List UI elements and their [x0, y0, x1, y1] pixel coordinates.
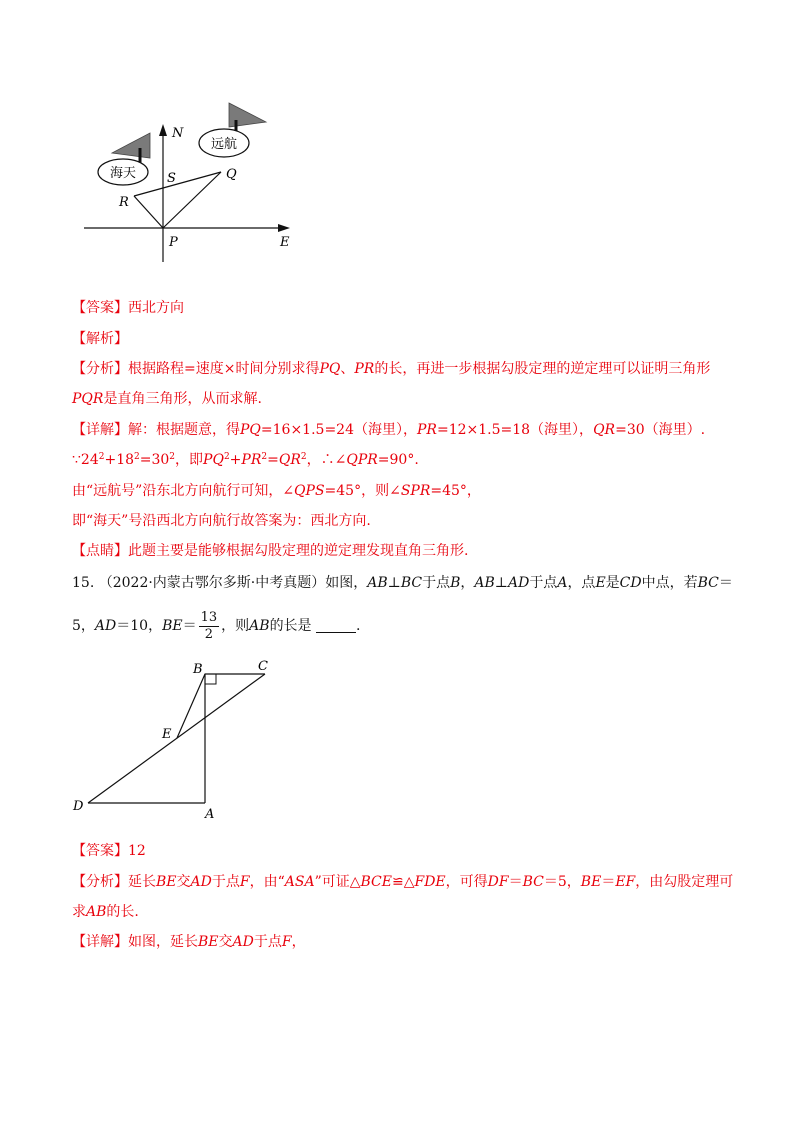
detail-text: ，∴∠: [306, 452, 347, 468]
question-15-line-1: [72, 573, 733, 593]
detail-1-line-4: [72, 511, 371, 531]
analysis-text: ＝: [601, 874, 616, 890]
label-s: S: [167, 171, 176, 186]
fraction-denominator: 2: [204, 626, 214, 642]
analysis-text: ，由勾股定理可: [635, 874, 734, 890]
detail-text: =30: [139, 452, 170, 468]
exponent: 2: [169, 452, 176, 462]
var-ab: AB: [86, 904, 107, 920]
segment-pr: [134, 196, 163, 228]
analysis-text: 的长.: [106, 904, 139, 920]
east-arrow: [278, 224, 290, 232]
analysis-bracket: 【分析】: [72, 361, 128, 377]
perp-symbol: ⊥: [387, 575, 401, 591]
right-angle-mark: [205, 674, 216, 684]
var-bce: BCE: [360, 874, 392, 890]
answer-1: [72, 298, 184, 318]
detail-text: 如图，延长: [128, 934, 198, 950]
flag-left-label: 海天: [109, 166, 137, 181]
label-e: E: [280, 235, 290, 250]
analysis-1-line-1: [72, 359, 710, 379]
var-pq: PQ: [240, 422, 261, 438]
exponent: 2: [134, 452, 140, 462]
analysis-text: 交: [176, 874, 191, 890]
analysis-2-line-1: [72, 872, 733, 892]
var-fde: FDE: [414, 874, 446, 890]
var-bc: BC: [697, 575, 719, 591]
detail-text: +18: [104, 452, 135, 468]
label-b: B: [193, 662, 203, 677]
var-pr: PR: [354, 361, 375, 377]
fraction: [199, 610, 220, 643]
detail-text: 于点: [253, 934, 282, 950]
detail-1-line-2: [72, 450, 419, 470]
var-qps: QPS: [294, 483, 325, 499]
jiexi-heading: [72, 329, 128, 349]
congruent-symbol: ≌△: [391, 874, 415, 890]
var-pqr: PQR: [72, 391, 104, 407]
var-bc: BC: [522, 874, 544, 890]
analysis-2-line-2: [72, 902, 139, 922]
question-text: （2022·内蒙古鄂尔多斯·中考真题）如图，: [98, 575, 368, 591]
question-text: ，: [460, 575, 475, 591]
answer-bracket: 【答案】: [72, 300, 128, 316]
var-bc: BC: [400, 575, 423, 591]
flag-left: [112, 133, 150, 158]
var-b: B: [450, 575, 461, 591]
var-ad: AD: [94, 618, 117, 634]
var-ad: AD: [507, 575, 530, 591]
answer-bracket: 【答案】: [72, 843, 128, 859]
var-pr: PR: [417, 422, 437, 438]
label-n: N: [172, 126, 184, 141]
question-text: ＝10，: [116, 618, 163, 634]
analysis-text: 于点: [211, 874, 240, 890]
analysis-text: ”可证△: [314, 874, 361, 890]
var-pq: PQ: [319, 361, 341, 377]
analysis-text: ＝5，: [543, 874, 581, 890]
perp-symbol: ⊥: [494, 575, 508, 591]
question-text: ＝: [182, 618, 197, 634]
question-text: .: [356, 618, 361, 634]
question-15-line-2: [72, 608, 360, 644]
label-q: Q: [226, 167, 237, 182]
question-text: 5，: [72, 618, 95, 634]
question-text: 的长是: [269, 618, 312, 634]
var-be: BE: [162, 618, 183, 634]
label-d: D: [73, 799, 84, 814]
fraction-numerator: 13: [200, 609, 218, 625]
analysis-text: 延长: [128, 874, 156, 890]
detail-text: =16×1.5=24（海里），: [260, 422, 417, 438]
var-ab: AB: [367, 575, 388, 591]
var-qpr: QPR: [346, 452, 378, 468]
exponent: 2: [261, 452, 268, 462]
detail-bracket: 【详解】: [72, 934, 128, 950]
analysis-text: ＝: [508, 874, 523, 890]
detail-text: ，: [291, 934, 306, 950]
detail-text: =: [267, 452, 279, 468]
analysis-text: 求: [72, 904, 86, 920]
dianjing-1: [72, 541, 468, 561]
question-text: ，则: [221, 618, 250, 634]
analysis-text: 的长，再进一步根据勾股定理的逆定理可以证明三角形: [374, 361, 711, 377]
dianjing-bracket: 【点睛】: [72, 543, 128, 559]
var-be: BE: [580, 874, 602, 890]
var-be: BE: [156, 874, 177, 890]
var-f: F: [239, 874, 250, 890]
var-ef: EF: [615, 874, 636, 890]
question-text: 于点: [422, 575, 451, 591]
label-p: P: [169, 235, 178, 250]
detail-text: =45°，则∠: [324, 483, 401, 499]
analysis-text: 是直角三角形，从而求解.: [103, 391, 262, 407]
var-ab: AB: [474, 575, 495, 591]
dianjing-text: 此题主要是能够根据勾股定理的逆定理发现直角三角形.: [128, 543, 469, 559]
question-number: 15.: [72, 575, 95, 591]
flag-right-label: 远航: [210, 137, 238, 152]
question-text: ＝: [718, 575, 733, 591]
detail-text: 交: [218, 934, 233, 950]
navigation-figure: [80, 100, 300, 265]
detail-text: ∵24: [72, 452, 99, 468]
label-c: C: [258, 659, 268, 674]
var-asa: ASA: [284, 874, 315, 890]
analysis-1-line-2: [72, 389, 262, 409]
var-df: DF: [487, 874, 509, 890]
separator: 、: [340, 361, 355, 377]
detail-text: 由“远航号”沿东北方向航行可知，∠: [72, 483, 295, 499]
var-be: BE: [198, 934, 219, 950]
detail-text: 解：根据题意，得: [128, 422, 240, 438]
var-cd: CD: [619, 575, 642, 591]
question-text: 中点，若: [641, 575, 698, 591]
answer-blank: [316, 618, 356, 633]
label-r: R: [119, 195, 129, 210]
geometry-figure: [70, 650, 290, 825]
detail-text: =30（海里）.: [615, 422, 706, 438]
analysis-text: ，由“: [249, 874, 285, 890]
answer-text: 西北方向: [128, 300, 184, 316]
north-arrow: [159, 124, 167, 136]
jiexi-label: 【解析】: [72, 331, 128, 347]
question-text: 于点: [529, 575, 558, 591]
analysis-text: ，可得: [445, 874, 488, 890]
analysis-text: 根据路程=速度×时间分别求得: [128, 361, 320, 377]
var-qr: QR: [593, 422, 616, 438]
var-pq: PQ: [203, 452, 224, 468]
exponent: 2: [300, 452, 307, 462]
answer-2: [72, 841, 146, 861]
detail-bracket: 【详解】: [72, 422, 128, 438]
analysis-bracket: 【分析】: [72, 874, 128, 890]
answer-text: 12: [128, 843, 146, 859]
var-ad: AD: [190, 874, 212, 890]
var-e: E: [595, 575, 606, 591]
label-a: A: [205, 807, 215, 822]
detail-text: =12×1.5=18（海里），: [436, 422, 594, 438]
question-text: 是: [605, 575, 620, 591]
detail-text: ，即: [175, 452, 204, 468]
detail-text: 即“海天”号沿西北方向航行故答案为：西北方向.: [72, 513, 371, 529]
label-e: E: [162, 727, 172, 742]
var-spr: SPR: [400, 483, 431, 499]
var-ab: AB: [249, 618, 270, 634]
var-ad: AD: [232, 934, 254, 950]
detail-1-line-1: [72, 420, 705, 440]
detail-text: =45°，: [430, 483, 481, 499]
segment-dc: [88, 674, 265, 803]
exponent: 2: [223, 452, 230, 462]
var-a: A: [557, 575, 568, 591]
detail-2-line-1: [72, 932, 306, 952]
detail-text: +: [229, 452, 242, 468]
exponent: 2: [98, 452, 105, 462]
var-qr: QR: [278, 452, 301, 468]
detail-1-line-3: [72, 481, 481, 501]
var-pr: PR: [241, 452, 262, 468]
var-f: F: [281, 934, 292, 950]
question-text: ，点: [567, 575, 596, 591]
detail-text: =90°.: [377, 452, 419, 468]
